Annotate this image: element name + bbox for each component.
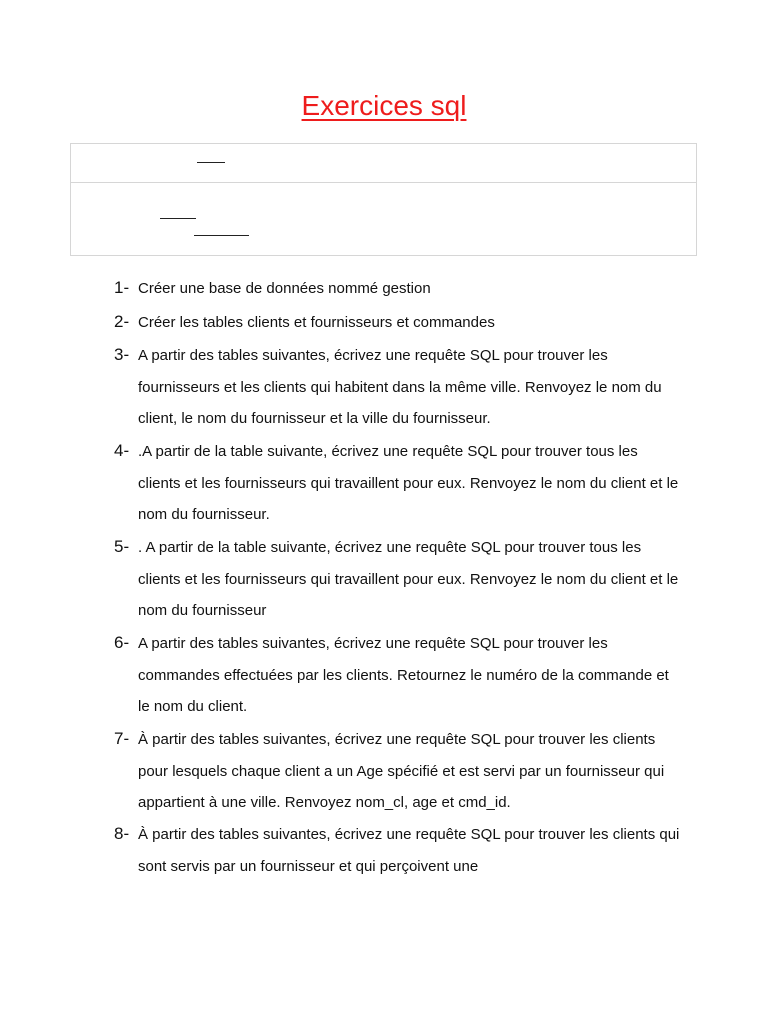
list-item-number: 8- xyxy=(114,824,130,843)
list-item-number: 1- xyxy=(114,278,130,297)
list-item-number: 6- xyxy=(114,633,130,652)
list-item-text: À partir des tables suivantes, écrivez une requête SQL pour trouver les clients pour lesquels chaque client a un Age spécifié et est servi par un fournisseur qui appartient à une ville. Renvoyez nom_cl, age et cmd_id. xyxy=(138,731,665,811)
list-item-text: . A partir de la table suivante, écrivez une requête SQL pour trouver tous les clients et les fournisseurs qui travaillent pour eux. Renvoyez le nom du client et le nom du fournisseur xyxy=(138,539,679,619)
list-item-text: Créer les tables clients et fournisseurs et commandes xyxy=(138,314,495,331)
list-item-number: 7- xyxy=(114,729,130,748)
list-item-number: 3- xyxy=(114,345,130,364)
page-title-text: Exercices sql xyxy=(301,90,467,121)
list-item-number: 5- xyxy=(114,537,130,556)
list-item-text: A partir des tables suivantes, écrivez une requête SQL pour trouver les commandes effectuées par les clients. Retournez le numéro de la commande et le nom du client. xyxy=(138,635,669,715)
list-item-number: 2- xyxy=(114,312,130,331)
list-item-text: A partir des tables suivantes, écrivez une requête SQL pour trouver les fournisseurs et les clients qui habitent dans la même ville. Renvoyez le nom du client, le nom du fournisseur et la ville du fournisseur. xyxy=(138,347,662,427)
list-item-text: À partir des tables suivantes, écrivez une requête SQL pour trouver les clients qui sont servis par un fournisseur et qui perçoivent une xyxy=(138,826,680,875)
list-item-text: .A partir de la table suivante, écrivez une requête SQL pour trouver tous les clients et les fournisseurs qui travaillent pour eux. Renvoyez le nom du client et le nom du fournisseur. xyxy=(138,443,679,523)
list-item-text: Créer une base de données nommé gestion xyxy=(138,280,431,297)
list-item-number: 4- xyxy=(114,441,130,460)
